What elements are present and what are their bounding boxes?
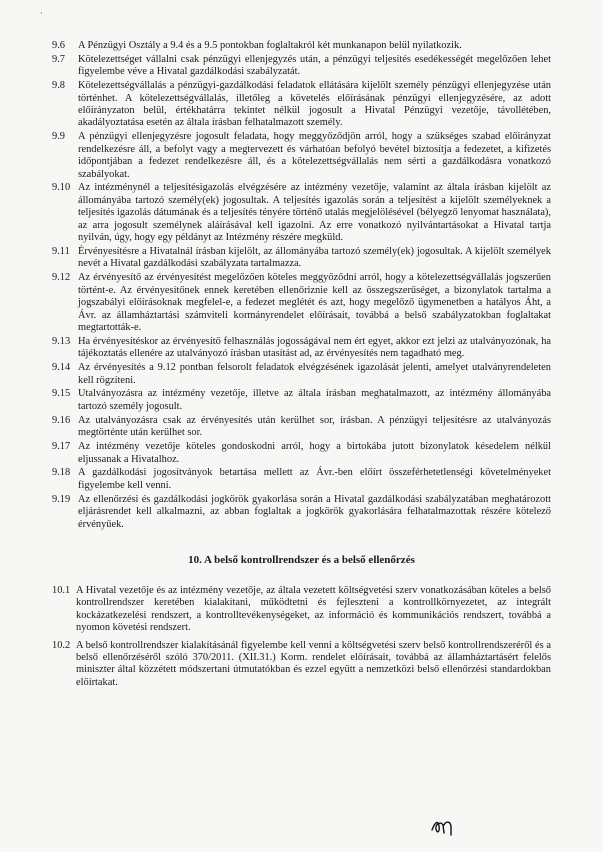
paragraph-item xyxy=(52,182,551,244)
paragraph-text: Az érvényesítés a 9.12 pontban felsorolt feladatok elvégzésének igazolását jelenti, amelyet utalványrendeleten kell rögzíteni. xyxy=(78,362,551,386)
paragraph-text: Az utalványozásra csak az érvényesítés után kerülhet sor, írásban. A pénzügyi teljesítésre az utalványozás megtörténte után kerülhet sor. xyxy=(78,414,551,439)
paragraph-number: 9.18 xyxy=(52,467,71,479)
paragraph-number: 9.16 xyxy=(52,414,71,426)
paragraph-text: Az érvényesítő az érvényesítést megelőzően köteles meggyőződni arról, hogy a kötelezettségvállalás jogszerűen történt-e. Az érvényesítőnek ennek keretében ellenőriznie kell az összegszerűséget, a bizonylatok tartalma a jogszabályi előírásoknak megfelel-e, a fedezet meglétét és azt, hogy megelőző ügymenetben a hatályos Áht, a Ávr. az államháztartási számviteli kormányrendelet előírásait, továbbá a belső szabályzatokban foglaltakat megtartották-e. xyxy=(78,272,551,333)
paragraph-number: 9.11 xyxy=(52,246,70,257)
paragraph-text: Kötelezettségvállalás a pénzügyi-gazdálkodási feladatok ellátására kijelölt személy pénzügyi ellenjegyzése után történhet. A kötelezettségvállalás, illetőleg a követelés előírásának pénzügyi ellenjegyzésére, az adott előirányzaton belül, értékhatárra tekintet nélkül jogosult a Hivatal Pénzügyi vezetője, távollétében, akadályoztatása esetén az általa írásban felhatalmazott személy. xyxy=(78,80,551,129)
paragraph-text: Az ellenőrzési és gazdálkodási jogkörök gyakorlása során a Hivatal gazdálkodási szabályzatában meghatározott eljárásrendet kell alkalmazni, az abban foglaltak a jogkörök gyakorlására felhatalmazottak részére kötelező érvényűek. xyxy=(78,493,551,530)
paragraph-item xyxy=(52,388,551,413)
paragraph-item xyxy=(52,415,551,440)
paragraph-text: A Pénzügyi Osztály a 9.4 és a 9.5 pontokban foglaltakról két munkanapon belül nyilatkozik. xyxy=(78,40,462,51)
paragraph-item xyxy=(52,246,551,271)
paragraph-text: A Hivatal vezetője és az intézmény vezetője, az általa vezetett költségvetési szerv vonatkozásában köteles a belső kontrollrendszer keretében kialakítani, működtetni és fejleszteni a kontrollkörnyezetet, az integrált kockázatkezelési rendszert, a kontrolltevékenységeket, az információ és kommunikációs rendszert, továbbá a nyomon követési rendszert. xyxy=(76,584,551,634)
paragraph-text: Ha érvényesítéskor az érvényesítő felhasználás jogosságával nem ért egyet, akkor ezt jelzi az utalványozónak, ha tájékoztatás ellenére az utalványozó írásban utasítást ad, az érvényesítés nem tagadható meg. xyxy=(78,335,551,360)
paragraph-text: A pénzügyi ellenjegyzésre jogosult feladata, hogy meggyőződjön arról, hogy a szükséges szabad előirányzat rendelkezésre áll, a befolyt vagy a megtervezett és várhatóan befolyó bevétel biztosítja a fedezetet, a kifizetés időpontjában a fedezet rendelkezésre áll, és a kötelezettségvállalás nem sérti a gazdálkodásra vonatkozó szabályokat. xyxy=(78,131,551,180)
paragraph-item xyxy=(52,131,551,181)
section-heading: 10. A belső kontrollrendszer és a belső ellenőrzés xyxy=(188,553,415,566)
paragraph-text: Az intézmény vezetője köteles gondoskodni arról, hogy a birtokába jutott bizonylatok késedelem nélkül eljussanak a Hivatalhoz. xyxy=(78,441,551,465)
paragraph-number: 9.9 xyxy=(52,131,65,143)
paragraph-text: A belső kontrollrendszer kialakításánál figyelembe kell venni a költségvetési szerv belső kontrollrendszeréről és a belső ellenőrzéséről szóló 370/2011. (XII.31.) Korm. rendelet előírásait, továbbá az államháztartásért felelős miniszter által közzétett módszertani útmutatókban és ezzel együtt a nemzetközi belső ellenőrzési standardokban előírtakat. xyxy=(76,639,551,688)
paragraph-item xyxy=(52,54,551,79)
paragraph-item xyxy=(52,494,551,531)
paragraph-number: 10.2 xyxy=(52,639,71,651)
paragraph-item xyxy=(52,467,551,492)
paragraph-item xyxy=(52,336,551,361)
paragraph-number: 9.6 xyxy=(52,40,65,51)
paragraph-number: 9.15 xyxy=(52,388,71,400)
paragraph-number: 9.12 xyxy=(52,272,71,284)
paragraph-number: 9.10 xyxy=(52,182,71,194)
paragraph-number: 10.1 xyxy=(52,584,71,596)
paragraph-text: Érvényesítésre a Hivatalnál írásban kijelölt, az állományába tartozó személy(ek) jogosultak. A kijelölt személyek nevét a Hivatal gazdálkodási szabályzata tartalmazza. xyxy=(78,246,551,270)
handwritten-signature xyxy=(429,816,455,838)
paragraph-item xyxy=(52,362,551,387)
page-mark: · xyxy=(40,8,43,18)
paragraph-text: Kötelezettséget vállalni csak pénzügyi ellenjegyzés után, a pénzügyi teljesítés esedékességét megelőzően lehet figyelembe véve a Hivatal gazdálkodási szabályzatát. xyxy=(78,53,551,78)
paragraph-number: 9.13 xyxy=(52,335,71,347)
paragraph-number: 9.7 xyxy=(52,53,65,65)
paragraph-item xyxy=(52,40,551,52)
paragraph-item xyxy=(52,272,551,334)
paragraph-item xyxy=(52,640,551,690)
paragraph-text: A gazdálkodási jogosítványok betartása mellett az Ávr.-ben előírt összeférhetetlenségi követelményeket figyelembe kell venni. xyxy=(78,467,551,491)
paragraph-number: 9.14 xyxy=(52,362,71,374)
paragraph-number: 9.17 xyxy=(52,441,71,453)
section-9-items xyxy=(52,40,551,531)
paragraph-number: 9.8 xyxy=(52,80,65,92)
paragraph-text: Utalványozásra az intézmény vezetője, illetve az általa írásban meghatalmazott, az intézmény állományába tartozó személy jogosult. xyxy=(78,388,551,412)
paragraph-item xyxy=(52,441,551,466)
paragraph-text: Az intézménynél a teljesítésigazolás elvégzésére az intézmény vezetője, valamint az általa írásban kijelölt az állományába tartozó személy(ek) jogosultak. A teljesítés igazolás során a teljesítést a kijelölt személyeknek a teljesítés igazolás dátumának és a teljesítés tényére történő utalás megjelölésével (bélyegző lenyomat használata), az arra jogosult személynek aláírásával kell igazolni. Az erre vonatkozó nyilvántartásokat a Hivatal tartja nyilván, úgy, hogy egy példányt az Intézmény részére megküld. xyxy=(78,182,551,244)
paragraph-number: 9.19 xyxy=(52,493,71,505)
section-10-items xyxy=(52,585,551,689)
paragraph-item xyxy=(52,585,551,635)
paragraph-item xyxy=(52,80,551,130)
